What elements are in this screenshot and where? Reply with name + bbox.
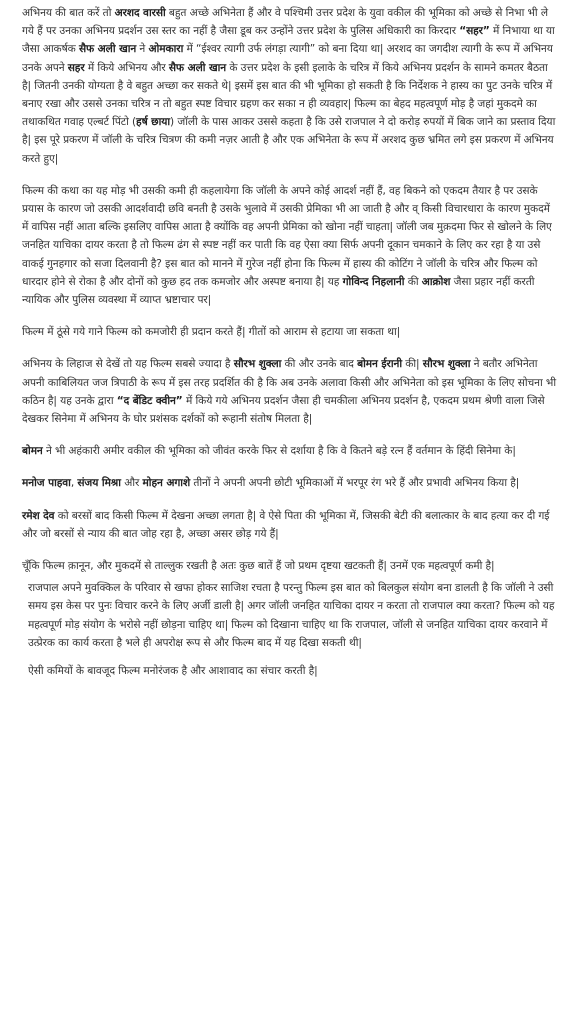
bold-text: सैफ अली खान: [78, 43, 137, 56]
paragraph-text: की और उनके बाद: [281, 358, 358, 371]
bold-text: “सहर”: [459, 25, 490, 38]
bold-text: मनोज पाहवा: [22, 477, 71, 490]
bold-text: अरशद वारसी: [114, 7, 166, 19]
bold-text: ओमकारा: [148, 43, 184, 56]
paragraph-text: तीनों ने अपनी अपनी छोटी भूमिकाओं में भरपूर रंग भरे हैं और प्रभावी अभिनय किया है|: [190, 477, 520, 490]
article-paragraph: [22, 182, 557, 309]
bold-text: हर्ष छाया: [136, 116, 171, 129]
paragraph-text: राजपाल अपने मुवक्किल के परिवार से खफा होकर साजिश रचता है परन्तु फिल्म इस बात को बिलकुल संयोग बना डालती है कि जॉली ने उसी समय इस केस पर पुनः विचार करने के लिए अर्जी डाली है| अगर जॉली जनहित याचिका दायर न करता तो राजपाल क्या करता? फिल्म को यह महत्वपूर्ण मोड़ संयोग के भरोसे नहीं छोड़ना चाहिए था| फिल्म को दिखाना चाहिए था कि राजपाल, जॉली से जनहित याचिका दायर करवाने में उत्प्रेरक का कार्य करता है भले ही अपरोक्ष रूप से और फिल्म बाद में यह दिखा सकती थी|: [28, 582, 555, 649]
paragraph-text: चूँकि फिल्म क़ानून, और मुकदमें से ताल्लुक रखती है अतः कुछ बातें हैं जो प्रथम दृष्टया खटकती हैं| उनमें एक महत्वपूर्ण कमी है|: [22, 560, 495, 573]
bold-text: सौरभ शुक्ला: [233, 358, 282, 371]
paragraph-text: में निभाया था या जैसा आकर्षक: [22, 25, 555, 56]
bold-text: “द बेंडिट क्वीन”: [116, 394, 183, 407]
article-paragraph: [22, 557, 557, 575]
paragraph-text: बहुत अच्छे अभिनेता हैं और वे पश्चिमी उत्तर प्रदेश के युवा वकील की भूमिका को अच्छे से निभा भी ले गये हैं पर उनका अभिनय प्रदर्शन उस स्तर का नहीं है जैसा डूब कर उन्होंने उत्तर प्रदेश के पुलिस अधिकारी का किरदार: [22, 7, 548, 38]
paragraph-text: और: [120, 477, 143, 490]
bold-text: सहर: [67, 61, 85, 74]
paragraph-text: फिल्म की कथा का यह मोड़ भी उसकी कमी ही कहलायेगा कि जॉली के अपने कोई आदर्श नहीं हैं, वह बिकने को एकदम तैयार है पर उसके प्रयास के कारण जो उसकी आदर्शवादी छवि बनती है उसके भुलावे में उसकी प्रेमिका भी आ जाती है और व् किसी विचारधारा के कारण मुकदमें में वापिस नहीं आता बल्कि इसलिए वापिस आता है क्योंकि वह अपनी प्रेमिका को खोना नहीं चाहता| जॉली जब मुक़दमा फिर से खोलने के लिए जनहित याचिका दायर करता है तो फिल्म ढंग से स्पष्ट नहीं कर पाती कि वह ऐसा क्या सिर्फ अपनी दूकान चमकाने के लिए कर रहा है या उसे वाकई गुनहगार को सजा दिलवानी है? इस बात को मानने में गुरेज नहीं होना कि फिल्म में हास्य की कोटिंग ने जॉली के चरित्र और फिल्म को धारदार होने से रोका है और दोनों को कुछ हद तक कमजोर और अस्पष्ट बनाया है| यह: [22, 184, 552, 288]
paragraph-text: ,: [70, 477, 78, 490]
paragraph-text: के उत्तर प्रदेश के इसी इलाके के चरित्र में किये अभिनय प्रदर्शन के सामने कमतर बैठता है| जितनी उनकी योग्यता है वे बहुत अच्छा कर सकते थे| इसमें इस बात की भी भूमिका हो सकती है कि निर्देशक ने हास्य का पुट उनके चरित्र में बनाए रखा और उससे उनका चरित्र न तो बहुत स्पष्ट विचार ग्रहण कर सका न ही व्यवहार| फिल्म का बेहद महत्वपूर्ण मोड़ है जहां मुकदमे का तथाकथित गवाह एल्बर्ट पिंटो (: [22, 61, 553, 129]
paragraph-text: ने भी अहंकारी अमीर वकील की भूमिका को जीवंत करके फिर से दर्शाया है कि वे कितने बड़े रत्न हैं वर्तमान के हिंदी सिनेमा के|: [42, 445, 516, 458]
bold-text: गोविन्द निहलानी: [342, 275, 405, 288]
paragraph-text: में किये अभिनय और: [84, 61, 169, 74]
paragraph-text: जैसा प्रहार नहीं करती न्यायिक और पुलिस व्यवस्था में व्याप्त भ्रष्टाचार पर|: [22, 275, 535, 307]
paragraph-text: की|: [402, 358, 423, 371]
paragraph-text: ने: [136, 43, 149, 56]
bold-text: सैफ अली खान: [168, 61, 227, 74]
paragraph-text: ने बतौर अभिनेता अपनी काबिलियत जज त्रिपाठी के रूप में इस तरह प्रदर्शित की है कि अब उनके अलावा किसी और अभिनेता को इस भूमिका के लिए सोचना भी कठिन है| यह उनके द्वारा: [22, 358, 557, 407]
bold-text: संजय मिश्रा: [77, 477, 121, 490]
paragraph-text: में “ईश्वर त्यागी उर्फ लंगड़ा त्यागी” को बना दिया था| अरशद का जगदीश त्यागी के रूप में अभिनय उनके अपने: [22, 43, 553, 74]
bold-text: आक्रोश: [421, 275, 451, 288]
paragraph-text: ऐसी कमियों के बावजूद फिल्म मनोरंजक है और आशावाद का संचार करती है|: [28, 665, 318, 678]
bold-text: रमेश देव: [22, 509, 55, 522]
article-paragraph: [22, 355, 557, 428]
article-paragraph: [22, 4, 557, 168]
article-paragraph: [22, 474, 557, 492]
article-paragraph: [22, 442, 557, 460]
article-paragraph: [22, 579, 557, 652]
bold-text: मोहन अगाशे: [142, 477, 191, 490]
paragraph-text: में किये गये अभिनय प्रदर्शन जैसा ही चमकीला अभिनय प्रदर्शन है, एकदम प्रथम श्रेणी वाला जिसे देखकर सिनेमा में अभिनय के घोर प्रशंसक दर्शकों को रूहानी संतोष मिलता है|: [22, 394, 545, 426]
article-paragraph: [22, 507, 557, 543]
paragraph-text: अभिनय की बात करें तो: [22, 7, 115, 19]
paragraph-text: फिल्म में ठूंसे गये गाने फिल्म को कमजोरी ही प्रदान करते हैं| गीतों को आराम से हटाया जा सकता था|: [22, 326, 401, 339]
paragraph-text: अभिनय के लिहाज से देखें तो यह फिल्म सबसे ज्यादा है: [22, 358, 234, 371]
paragraph-text: को बरसों बाद किसी फिल्म में देखना अच्छा लगता है| वे ऐसे पिता की भूमिका में, जिसकी बेटी की बलात्कार के बाद हत्या कर दी गई और जो बरसों से न्याय की बात जोह रहा है, अच्छा असर छोड़ गये हैं|: [22, 509, 550, 540]
article-paragraph: [22, 662, 557, 680]
article-paragraph: [22, 323, 557, 341]
bold-text: सौरभ शुक्ला: [422, 358, 471, 371]
bold-text: बोमन: [22, 445, 43, 458]
paragraph-text: ) जॉली के पास आकर उससे कहता है कि उसे राजपाल ने दो करोड़ रुपयों में बिक जाने का प्रस्ताव दिया है| इस पूरे प्रकरण में जॉली के चरित्र चित्रण की कमी नज़र आती है और एक अभिनेता के रूप में अरशद कुछ भ्रमित लगे इस प्रकरण में अभिनय करते हुए|: [22, 116, 556, 165]
paragraph-text: की: [404, 275, 422, 288]
bold-text: बोमन ईरानी: [357, 358, 402, 371]
